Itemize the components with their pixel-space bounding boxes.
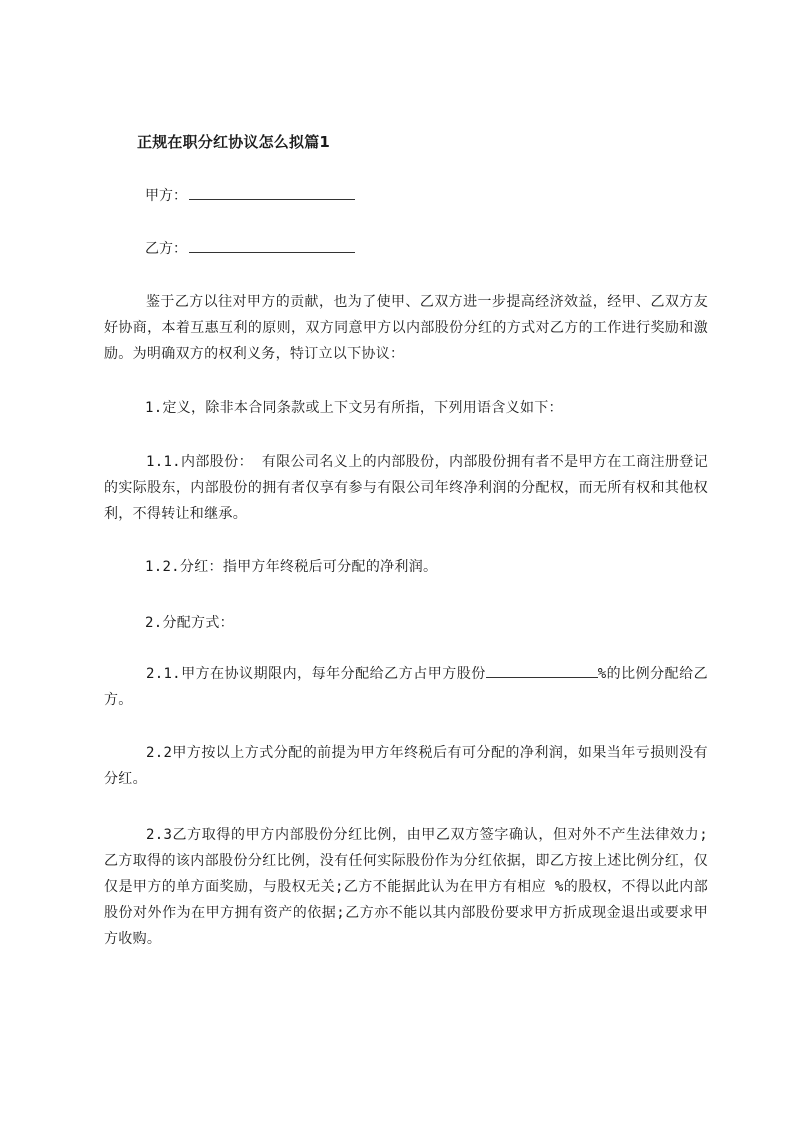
section-1-definitions: 1.定义，除非本合同条款或上下文另有所指，下列用语含义如下：: [145, 400, 563, 416]
section-2-2-paragraph: 2.2甲方按以上方式分配的前提为甲方年终税后有可分配的净利润，如果当年亏损则没有分红。: [104, 745, 708, 787]
party-a-label: 甲方：: [145, 188, 187, 204]
document-title: 正规在职分红协议怎么拟篇1: [137, 133, 331, 151]
party-a-blank: [189, 187, 355, 200]
section-2-3-paragraph: 2.3乙方取得的甲方内部股份分红比例，由甲乙双方签字确认，但对外不产生法律效力;乙方取得的该内部股份分红比例，没有任何实际股份作为分红依据，即乙方按上述比例分红，仅仅是甲方的单方面奖励，与股权无关;乙方不能据此认为在甲方有相应 %的股权，不得以此内部股份对外作为在甲方拥有资产的依据;乙方亦不能以其内部股份要求甲方折成现金退出或要求甲方收购。: [104, 827, 708, 947]
section-1-1-internal-shares: 1.1.内部股份： 有限公司名义上的内部股份，内部股份拥有者不是甲方在工商注册登记的实际股东，内部股份的拥有者仅享有参与有限公司年终净利润的分配权，而无所有权和其他权利，不得转让和继承。: [104, 454, 708, 522]
share-percent-blank: [486, 665, 598, 678]
party-a-line: [145, 185, 355, 205]
section-1-2-dividend: 1.2.分红：指甲方年终税后可分配的净利润。: [145, 559, 438, 575]
section-2-1-text-before: 2.1.甲方在协议期限内，每年分配给乙方占甲方股份: [146, 666, 486, 682]
preamble-paragraph: 鉴于乙方以往对甲方的贡献，也为了使甲、乙双方进一步提高经济效益，经甲、乙双方友好协商，本着互惠互利的原则，双方同意甲方以内部股份分红的方式对乙方的工作进行奖励和激励。为明确双方的权利义务，特订立以下协议：: [104, 294, 708, 362]
party-b-line: [145, 238, 355, 258]
section-2-distribution: 2.分配方式：: [145, 615, 234, 631]
section-2-1-text-after: %的比例分配给乙方。: [104, 666, 708, 708]
section-2-1-paragraph: [104, 661, 708, 713]
party-b-label: 乙方：: [145, 241, 187, 257]
party-b-blank: [189, 240, 355, 253]
